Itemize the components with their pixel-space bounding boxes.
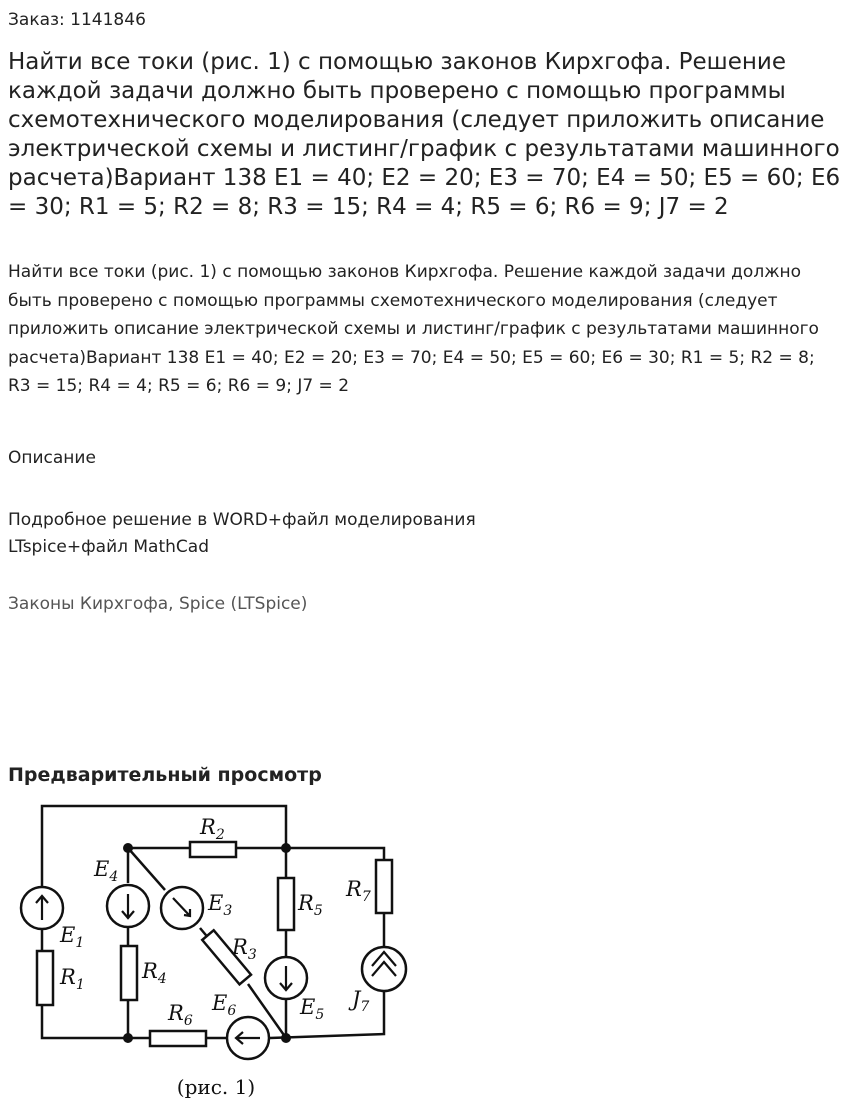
label-r2: $R_2$ — [200, 815, 225, 843]
node-bottom-left — [123, 1033, 133, 1043]
node-top-right — [281, 843, 291, 853]
circuit-diagram — [0, 798, 420, 1114]
resistor-r1 — [37, 951, 53, 1005]
label-e1: $E_1$ — [60, 923, 85, 951]
label-r3: $R_3$ — [232, 935, 257, 963]
label-e3: $E_3$ — [208, 891, 233, 919]
label-r6: $R_6$ — [168, 1001, 193, 1029]
label-e4: $E_4$ — [94, 857, 119, 885]
figure-caption: (рис. 1) — [176, 1075, 256, 1099]
description-line-1: Подробное решение в WORD+файл моделирования — [8, 510, 476, 530]
task-description: Найти все токи (рис. 1) с помощью законов Кирхгофа. Решение каждой задачи должно быть проверено с помощью программы схемотехнического моделирования (следует приложить описание электрической схемы и листинг/график с результатами машинного расчета)Вариант 138 E1 = 40; E2 = 20; E3 = 70; E4 = 50; E5 = 60; E6 = 30; R1 = 5; R2 = 8; R3 = 15; R4 = 4; R5 = 6; R6 = 9; J7 = 2 — [8, 262, 819, 396]
label-r7: $R_7$ — [346, 877, 371, 905]
label-r4: $R_4$ — [142, 959, 167, 987]
order-number: Заказ: 1141846 — [8, 10, 146, 30]
label-r1: $R_1$ — [60, 965, 85, 993]
wire-top-outer — [42, 806, 286, 908]
description-text — [8, 507, 608, 561]
label-j7: $J_7$ — [352, 987, 370, 1015]
label-r5: $R_5$ — [298, 891, 323, 919]
node-bottom-right — [281, 1033, 291, 1043]
node-top-left — [123, 843, 133, 853]
resistor-r6 — [150, 1031, 206, 1046]
label-e6: $E_6$ — [212, 991, 237, 1019]
description-line-2: LTspice+файл MathCad — [8, 537, 209, 557]
wire-top-r2 — [128, 848, 384, 860]
resistor-r5 — [278, 878, 294, 930]
tags: Законы Кирхгофа, Spice (LTSpice) — [8, 594, 308, 614]
resistor-r7 — [376, 860, 392, 913]
description-title: Описание — [8, 448, 96, 468]
resistor-r2 — [190, 842, 236, 857]
preview-title: Предварительный просмотр — [8, 764, 322, 786]
page-title: Найти все токи (рис. 1) с помощью законов Кирхгофа. Решение каждой задачи должно быть проверено с помощью программы схемотехнического моделирования (следует приложить описание электрической схемы и листинг/график с результатами машинного расчета)Вариант 138 E1 = 40; E2 = 20; E3 = 70; E4 = 50; E5 = 60; E6 = 30; R1 = 5; R2 = 8; R3 = 15; R4 = 4; R5 = 6; R6 = 9; J7 = 2 — [8, 49, 841, 220]
resistor-r4 — [121, 946, 137, 1000]
label-e5: $E_5$ — [300, 995, 325, 1023]
